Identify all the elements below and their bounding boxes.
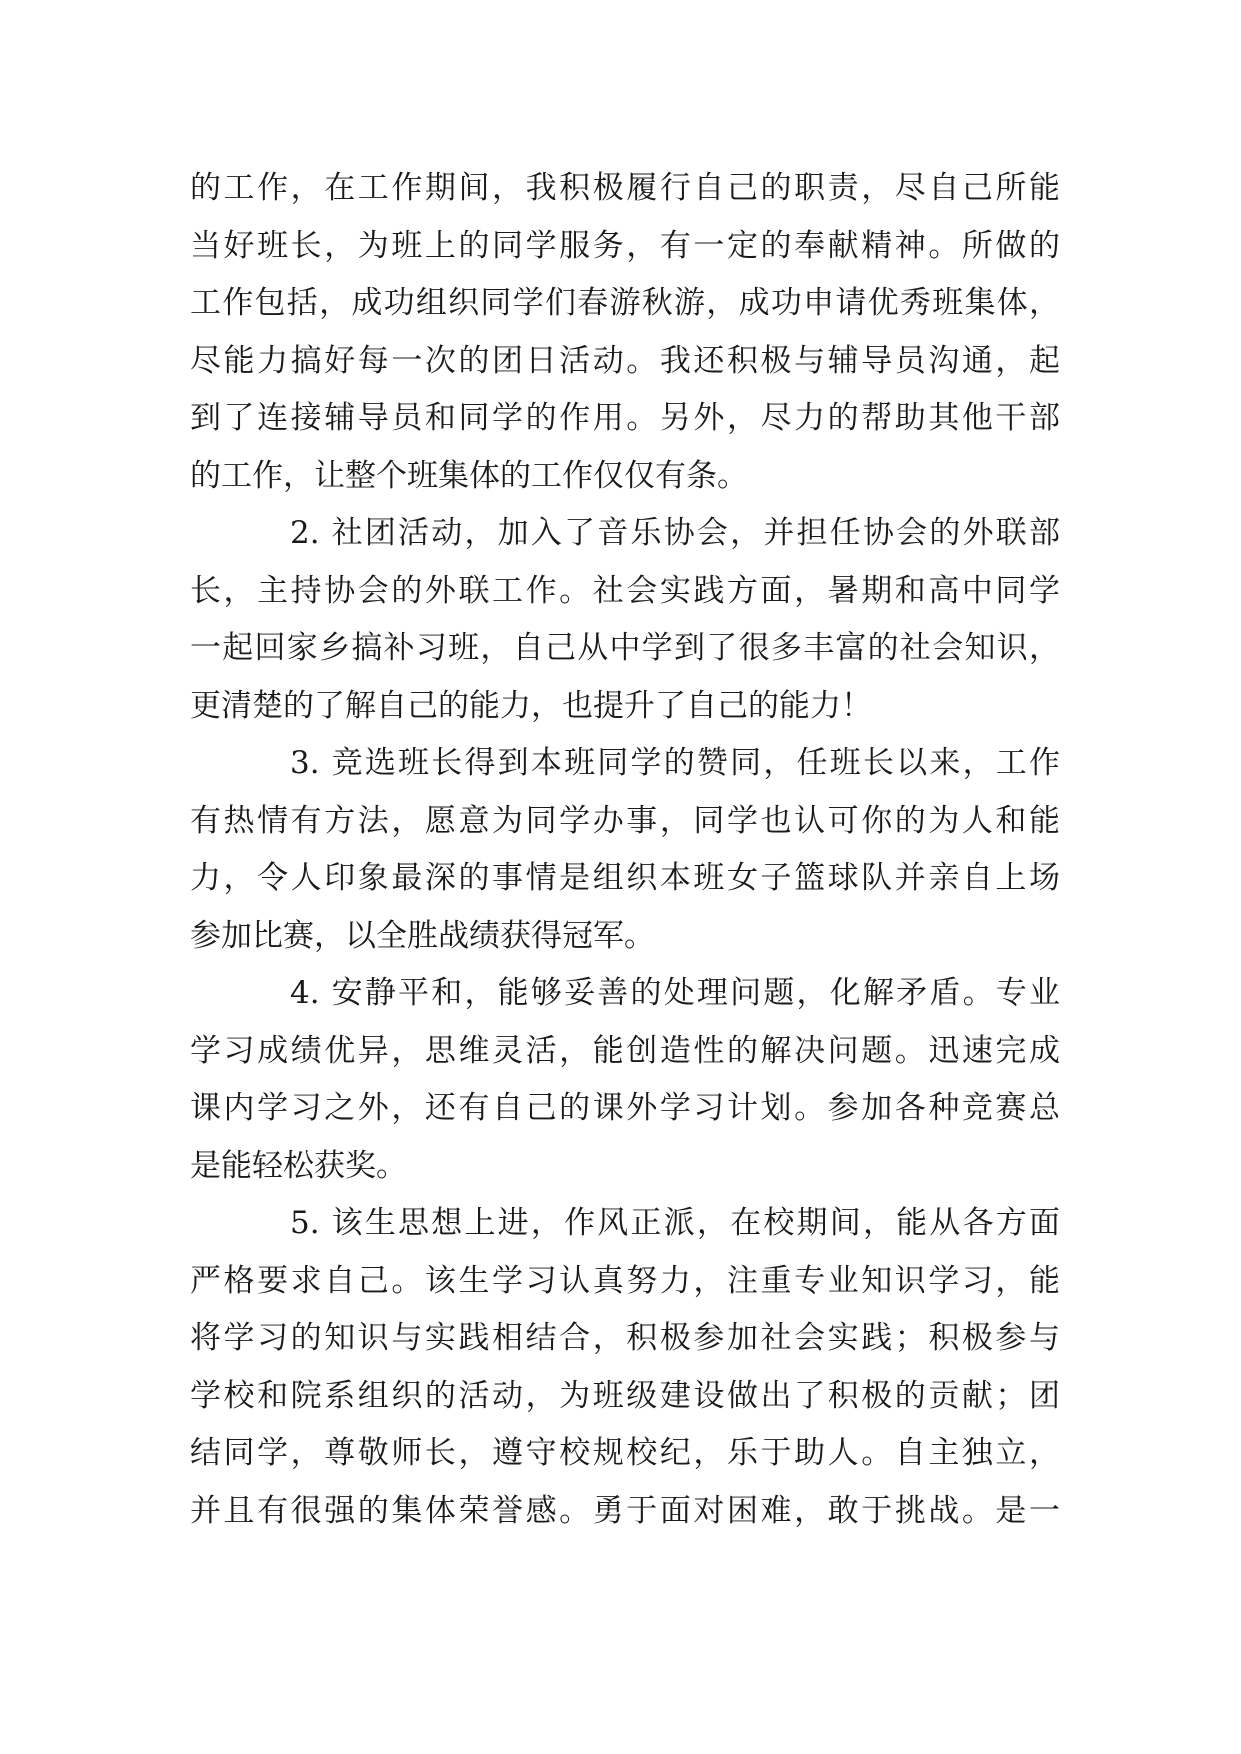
text-line: 5. 该生思想上进，作风正派，在校期间，能从各方面 — [290, 1205, 1060, 1241]
text-line: 到了连接辅导员和同学的作用。另外，尽力的帮助其他干部 — [190, 400, 1060, 436]
text-line: 当好班长，为班上的同学服务，有一定的奉献精神。所做的 — [190, 227, 1060, 264]
paragraph-4 — [190, 965, 1060, 1195]
text-line: 更清楚的了解自己的能力，也提升了自己的能力！ — [190, 687, 872, 724]
text-line: 课内学习之外，还有自己的课外学习计划。参加各种竞赛总 — [190, 1090, 1060, 1126]
text-line: 是能轻松获奖。 — [190, 1147, 407, 1184]
body-text — [190, 160, 1060, 1540]
text-line: 学习成绩优异，思维灵活，能创造性的解决问题。迅速完成 — [190, 1032, 1060, 1069]
text-line: 的工作，让整个班集体的工作仅仅有条。 — [190, 457, 748, 494]
text-line: 一起回家乡搞补习班，自己从中学到了很多丰富的社会知识， — [190, 630, 1060, 666]
text-line: 参加比赛，以全胜战绩获得冠军。 — [190, 917, 655, 954]
text-line: 3. 竞选班长得到本班同学的赞同，任班长以来，工作 — [290, 745, 1060, 781]
text-line: 并且有很强的集体荣誉感。勇于面对困难，敢于挑战。是一 — [190, 1492, 1060, 1529]
text-line: 将学习的知识与实践相结合，积极参加社会实践；积极参与 — [190, 1320, 1060, 1356]
text-line: 2. 社团活动，加入了音乐协会，并担任协会的外联部 — [290, 515, 1060, 551]
text-line: 工作包括，成功组织同学们春游秋游，成功申请优秀班集体， — [190, 285, 1060, 321]
text-line: 的工作，在工作期间，我积极履行自己的职责，尽自己所能 — [190, 170, 1060, 206]
paragraph-5 — [190, 1195, 1060, 1540]
text-line: 严格要求自己。该生学习认真努力，注重专业知识学习，能 — [190, 1262, 1060, 1299]
text-line: 学校和院系组织的活动，为班级建设做出了积极的贡献；团 — [190, 1377, 1060, 1414]
text-line: 尽能力搞好每一次的团日活动。我还积极与辅导员沟通，起 — [190, 342, 1060, 379]
text-line: 4. 安静平和，能够妥善的处理问题，化解矛盾。专业 — [290, 975, 1060, 1011]
text-line: 结同学，尊敬师长，遵守校规校纪，乐于助人。自主独立， — [190, 1435, 1060, 1471]
paragraph-1 — [190, 160, 1060, 505]
paragraph-3 — [190, 735, 1060, 965]
paragraph-2 — [190, 505, 1060, 735]
text-line: 长，主持协会的外联工作。社会实践方面，暑期和高中同学 — [190, 572, 1060, 609]
text-line: 力，令人印象最深的事情是组织本班女子篮球队并亲自上场 — [190, 860, 1060, 896]
text-line: 有热情有方法，愿意为同学办事，同学也认可你的为人和能 — [190, 802, 1060, 839]
